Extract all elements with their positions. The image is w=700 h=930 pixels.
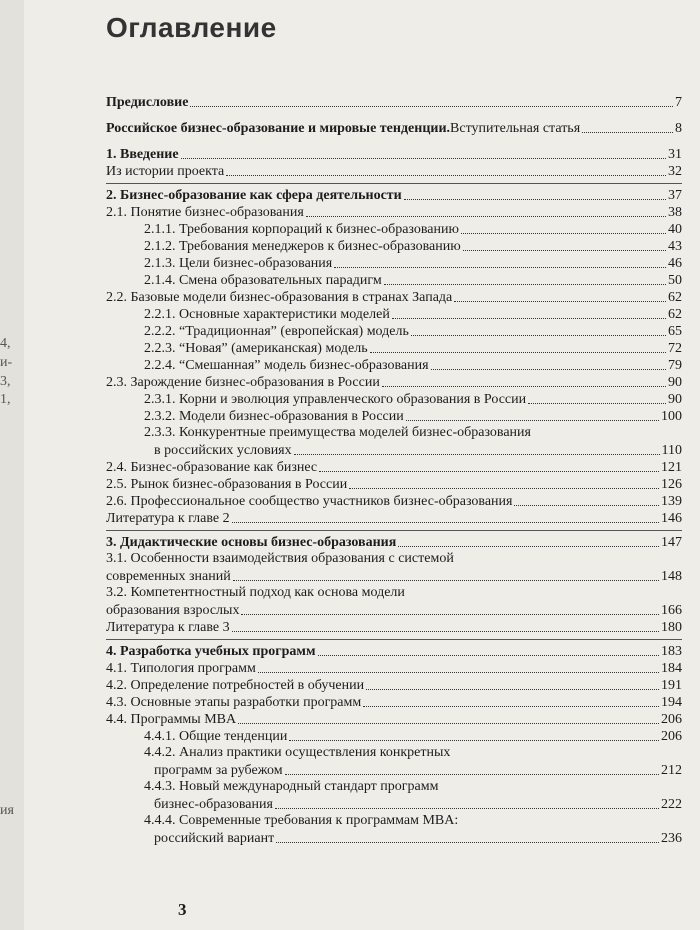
dot-leader bbox=[238, 723, 659, 724]
dot-leader bbox=[582, 132, 673, 133]
toc-entry-text: 2.1. Понятие бизнес-образования bbox=[106, 205, 304, 220]
dot-leader bbox=[306, 216, 666, 217]
toc-entry-text: 4.4. Программы MBA bbox=[106, 712, 237, 727]
toc-entry-text: 2.2.4. “Смешанная” модель бизнес-образования bbox=[144, 358, 429, 373]
toc-entry bbox=[106, 94, 682, 111]
toc-entry bbox=[106, 272, 682, 289]
toc-page-number: 206 bbox=[661, 729, 682, 744]
dot-leader bbox=[334, 267, 666, 268]
toc-entry-continuation: современных знаний bbox=[106, 569, 231, 584]
toc-page-number: 50 bbox=[668, 273, 682, 288]
toc-entry-text: 4.3. Основные этапы разработки программ bbox=[106, 695, 362, 710]
toc-entry bbox=[106, 357, 682, 374]
book-page bbox=[24, 0, 700, 930]
toc-entry-text: 2.3.1. Корни и эволюция управленческого образования в России bbox=[144, 392, 527, 407]
toc-entry-text: 1. Введение bbox=[106, 147, 179, 162]
toc-entry-text: 4.1. Типология программ bbox=[106, 661, 256, 676]
toc-page-number: 62 bbox=[668, 307, 682, 322]
toc-page-number: 31 bbox=[668, 147, 682, 162]
toc-entry bbox=[106, 643, 682, 660]
dot-leader bbox=[370, 352, 666, 353]
toc-page-number: 194 bbox=[661, 695, 682, 710]
toc-entry-text: 2.2.2. “Традиционная” (европейская) модель bbox=[144, 324, 409, 339]
toc-page-number: 236 bbox=[661, 831, 682, 846]
toc-entry-text: 4.2. Определение потребностей в обучении bbox=[106, 678, 365, 693]
toc-page-number: 7 bbox=[675, 95, 682, 110]
toc-page-number: 110 bbox=[661, 443, 682, 458]
toc-entry-line bbox=[106, 425, 682, 442]
toc-entry bbox=[106, 534, 682, 551]
dot-leader bbox=[319, 471, 659, 472]
gutter-fragment: ия bbox=[0, 803, 14, 818]
toc-entry-continuation: российский вариант bbox=[154, 831, 275, 846]
toc-page-number: 148 bbox=[661, 569, 682, 584]
toc-entry-line bbox=[106, 779, 682, 796]
toc-entry bbox=[106, 408, 682, 425]
section-divider bbox=[106, 639, 682, 640]
dot-leader bbox=[318, 655, 659, 656]
dot-leader bbox=[181, 158, 666, 159]
toc-entry bbox=[106, 476, 682, 493]
toc-entry bbox=[106, 442, 682, 459]
dot-leader bbox=[363, 706, 659, 707]
toc-page-number: 121 bbox=[661, 460, 682, 475]
toc-page-number: 43 bbox=[668, 239, 682, 254]
page-number: 3 bbox=[178, 900, 187, 919]
dot-leader bbox=[366, 689, 659, 690]
toc-entry-text: 2. Бизнес-образование как сфера деятельности bbox=[106, 188, 402, 203]
toc-page-number: 166 bbox=[661, 603, 682, 618]
dot-leader bbox=[431, 369, 666, 370]
dot-leader bbox=[190, 106, 673, 107]
toc-entry-line bbox=[106, 551, 682, 568]
dot-leader bbox=[406, 420, 659, 421]
dot-leader bbox=[411, 335, 666, 336]
dot-leader bbox=[294, 454, 660, 455]
toc-page-number: 183 bbox=[661, 644, 682, 659]
toc-page-number: 32 bbox=[668, 164, 682, 179]
toc-entry-line bbox=[106, 745, 682, 762]
toc-entry-text: 2.1.4. Смена образовательных парадигм bbox=[144, 273, 382, 288]
toc-page-number: 40 bbox=[668, 222, 682, 237]
toc-entry-continuation: в российских условиях bbox=[154, 443, 292, 458]
toc-page-number: 72 bbox=[668, 341, 682, 356]
toc-entry bbox=[106, 830, 682, 847]
toc-entry-text: 2.3.3. Конкурентные преимущества моделей бизнес-образования bbox=[144, 425, 531, 440]
toc-entry bbox=[106, 238, 682, 255]
toc-entry bbox=[106, 711, 682, 728]
toc-entry-text: Российское бизнес-образование и мировые тенденции. bbox=[106, 121, 451, 136]
dot-leader bbox=[382, 386, 666, 387]
dot-leader bbox=[233, 580, 659, 581]
toc-entry bbox=[106, 510, 682, 527]
toc-entry bbox=[106, 204, 682, 221]
dot-leader bbox=[528, 403, 666, 404]
dot-leader bbox=[226, 175, 666, 176]
gutter-fragment: и- bbox=[0, 355, 13, 370]
toc-entry-text: 2.4. Бизнес-образование как бизнес bbox=[106, 460, 318, 475]
toc-entry-text: 4.4.3. Новый международный стандарт программ bbox=[144, 779, 439, 794]
toc-entry-text: Литература к главе 3 bbox=[106, 620, 230, 635]
toc-entry-text: 2.2.3. “Новая” (американская) модель bbox=[144, 341, 368, 356]
toc-entry bbox=[106, 568, 682, 585]
toc-page-number: 146 bbox=[661, 511, 682, 526]
toc-entry bbox=[106, 374, 682, 391]
toc-page-number: 8 bbox=[675, 121, 682, 136]
toc-entry-line bbox=[106, 813, 682, 830]
toc-entry-text: 2.1.2. Требования менеджеров к бизнес-образованию bbox=[144, 239, 461, 254]
toc-entry bbox=[106, 255, 682, 272]
toc-page-number: 38 bbox=[668, 205, 682, 220]
toc-entry bbox=[106, 221, 682, 238]
toc-entry-text: 4.4.4. Современные требования к программам MBA: bbox=[144, 813, 459, 828]
toc-entry-text: 4.4.2. Анализ практики осуществления конкретных bbox=[144, 745, 451, 760]
toc-page-number: 79 bbox=[668, 358, 682, 373]
section-divider bbox=[106, 530, 682, 531]
toc-page-number: 90 bbox=[668, 392, 682, 407]
dot-leader bbox=[404, 199, 666, 200]
toc-entry bbox=[106, 660, 682, 677]
toc-page-number: 65 bbox=[668, 324, 682, 339]
toc-entry-text: 2.1.3. Цели бизнес-образования bbox=[144, 256, 333, 271]
toc-entry-text: 3.2. Компетентностный подход как основа модели bbox=[106, 585, 405, 600]
left-gutter bbox=[0, 0, 24, 930]
table-of-contents bbox=[106, 94, 682, 847]
dot-leader bbox=[258, 672, 659, 673]
toc-entry bbox=[106, 796, 682, 813]
toc-entry-subtitle: Вступительная статья bbox=[450, 121, 581, 136]
toc-entry-text: 3. Дидактические основы бизнес-образования bbox=[106, 535, 397, 550]
dot-leader bbox=[514, 505, 659, 506]
toc-entry-text: 4. Разработка учебных программ bbox=[106, 644, 316, 659]
dot-leader bbox=[392, 318, 666, 319]
dot-leader bbox=[461, 233, 666, 234]
dot-leader bbox=[285, 774, 659, 775]
toc-page-number: 212 bbox=[661, 763, 682, 778]
toc-entry-text: 2.2. Базовые модели бизнес-образования в странах Запада bbox=[106, 290, 453, 305]
toc-entry bbox=[106, 602, 682, 619]
toc-page-number: 37 bbox=[668, 188, 682, 203]
dot-leader bbox=[289, 740, 659, 741]
toc-entry-text: 2.3. Зарождение бизнес-образования в России bbox=[106, 375, 380, 390]
toc-entry-text: 4.4.1. Общие тенденции bbox=[144, 729, 288, 744]
toc-entry-text: 2.2.1. Основные характеристики моделей bbox=[144, 307, 390, 322]
toc-entry-text: 3.1. Особенности взаимодействия образования с системой bbox=[106, 551, 454, 566]
toc-page-number: 184 bbox=[661, 661, 682, 676]
toc-page-number: 139 bbox=[661, 494, 682, 509]
toc-entry bbox=[106, 187, 682, 204]
dot-leader bbox=[384, 284, 666, 285]
gutter-fragment: 3, bbox=[0, 374, 11, 389]
toc-entry bbox=[106, 677, 682, 694]
toc-entry bbox=[106, 762, 682, 779]
toc-page-number: 191 bbox=[661, 678, 682, 693]
section-divider bbox=[106, 183, 682, 184]
toc-entry-text: Из истории проекта bbox=[106, 164, 225, 179]
toc-entry bbox=[106, 391, 682, 408]
toc-entry-text: Предисловие bbox=[106, 95, 189, 110]
toc-page-number: 180 bbox=[661, 620, 682, 635]
toc-entry bbox=[106, 728, 682, 745]
dot-leader bbox=[232, 631, 659, 632]
toc-entry bbox=[106, 120, 682, 137]
toc-entry-text: Литература к главе 2 bbox=[106, 511, 230, 526]
toc-page-number: 62 bbox=[668, 290, 682, 305]
toc-entry-continuation: бизнес-образования bbox=[154, 797, 273, 812]
toc-entry-text: 2.1.1. Требования корпораций к бизнес-образованию bbox=[144, 222, 459, 237]
toc-entry bbox=[106, 493, 682, 510]
toc-page-number: 46 bbox=[668, 256, 682, 271]
toc-entry bbox=[106, 289, 682, 306]
gutter-fragment: 4, bbox=[0, 336, 11, 351]
toc-entry-text: 2.3.2. Модели бизнес-образования в России bbox=[144, 409, 404, 424]
toc-page-number: 126 bbox=[661, 477, 682, 492]
dot-leader bbox=[241, 614, 659, 615]
dot-leader bbox=[398, 546, 659, 547]
toc-page-number: 90 bbox=[668, 375, 682, 390]
toc-page-number: 206 bbox=[661, 712, 682, 727]
toc-entry bbox=[106, 323, 682, 340]
toc-entry-continuation: образования взрослых bbox=[106, 603, 240, 618]
toc-page-number: 222 bbox=[661, 797, 682, 812]
toc-entry-text: 2.6. Профессиональное сообщество участников бизнес-образования bbox=[106, 494, 513, 509]
toc-entry bbox=[106, 146, 682, 163]
dot-leader bbox=[463, 250, 666, 251]
dot-leader bbox=[276, 842, 659, 843]
toc-entry bbox=[106, 619, 682, 636]
toc-entry-continuation: программ за рубежом bbox=[154, 763, 283, 778]
toc-entry bbox=[106, 340, 682, 357]
gutter-fragment: 1, bbox=[0, 392, 11, 407]
toc-page-number: 147 bbox=[661, 535, 682, 550]
toc-entry-line bbox=[106, 585, 682, 602]
dot-leader bbox=[275, 808, 659, 809]
toc-entry-text: 2.5. Рынок бизнес-образования в России bbox=[106, 477, 348, 492]
toc-entry bbox=[106, 694, 682, 711]
dot-leader bbox=[349, 488, 659, 489]
toc-entry bbox=[106, 163, 682, 180]
toc-entry bbox=[106, 459, 682, 476]
page-title: Оглавление bbox=[106, 12, 277, 43]
dot-leader bbox=[232, 522, 659, 523]
dot-leader bbox=[454, 301, 666, 302]
toc-entry bbox=[106, 306, 682, 323]
toc-page-number: 100 bbox=[661, 409, 682, 424]
